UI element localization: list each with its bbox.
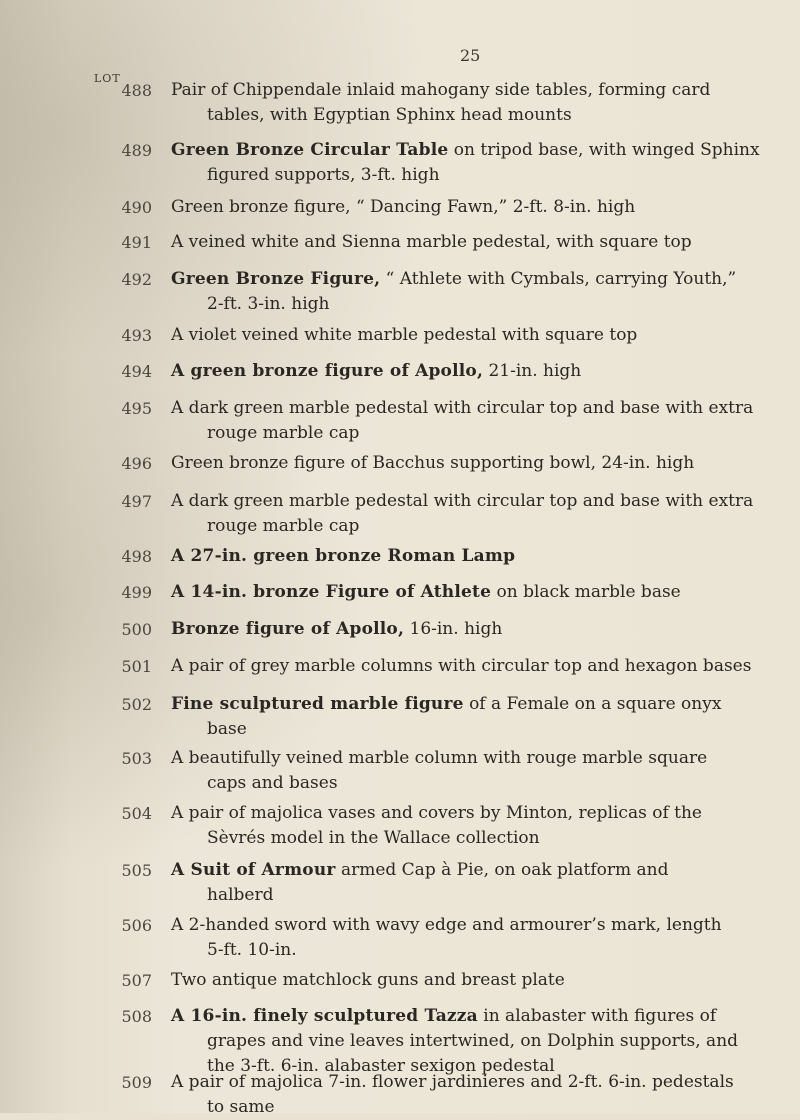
lot-number: 508 xyxy=(121,1007,152,1026)
lot-line-1 xyxy=(171,748,707,768)
lot-line-1 xyxy=(171,582,681,602)
lot-line-1 xyxy=(171,860,668,880)
lot-line-1 xyxy=(171,1006,716,1026)
lot-text-body: A pair of grey marble columns with circular top and hexagon bases xyxy=(171,656,752,676)
lot-line-1 xyxy=(171,269,736,289)
lot-highlight: Green Bronze Figure, xyxy=(171,269,381,289)
lot-text-body: A veined white and Sienna marble pedestal, with square top xyxy=(171,232,692,252)
lot-continuation-line: to same xyxy=(207,1097,275,1117)
lot-number: 501 xyxy=(121,657,152,676)
lot-column-label: LOT xyxy=(94,72,121,85)
lot-number: 489 xyxy=(121,141,152,160)
lot-description xyxy=(171,489,761,539)
lot-text-body: A dark green marble pedestal with circular top and base with extra xyxy=(171,491,754,511)
lot-highlight: A 27-in. green bronze Roman Lamp xyxy=(171,546,516,566)
lot-continuation-line: rouge marble cap xyxy=(207,516,360,536)
lot-number: 505 xyxy=(121,861,152,880)
lot-text-body: on black marble base xyxy=(491,582,681,602)
lot-description xyxy=(171,78,761,128)
lot-description xyxy=(171,138,761,188)
lot-line-1 xyxy=(171,197,635,217)
lot-description xyxy=(171,858,761,908)
lot-text-body: Green bronze figure, “ Dancing Fawn,” 2-ft. 8-in. high xyxy=(171,197,636,217)
lot-description xyxy=(171,323,761,348)
lot-line-1 xyxy=(171,80,710,100)
lot-highlight: Green Bronze Circular Table xyxy=(171,140,449,160)
lot-continuation-line: rouge marble cap xyxy=(207,423,360,443)
lot-line-1 xyxy=(171,140,760,160)
lot-highlight: A Suit of Armour xyxy=(171,860,336,880)
lot-number: 490 xyxy=(121,198,152,217)
lot-description xyxy=(171,617,761,642)
lot-description xyxy=(171,654,761,679)
lot-number: 499 xyxy=(121,583,152,602)
lot-highlight: A 14-in. bronze Figure of Athlete xyxy=(171,582,492,602)
lot-line-1 xyxy=(171,619,502,639)
lot-text-body: A beautifully veined marble column with rouge marble square xyxy=(171,748,708,768)
lot-number: 493 xyxy=(121,326,152,345)
lot-description xyxy=(171,801,761,851)
lot-text-body: A violet veined white marble pedestal with square top xyxy=(171,325,638,345)
lot-line-1 xyxy=(171,694,721,714)
lot-description xyxy=(171,1004,761,1079)
lot-text-body: 21-in. high xyxy=(483,361,582,381)
lot-text-body: in alabaster with figures of xyxy=(477,1006,717,1026)
lot-number: 507 xyxy=(121,971,152,990)
lot-description xyxy=(171,544,761,569)
lot-number: 494 xyxy=(121,362,152,381)
lot-text-body: A dark green marble pedestal with circular top and base with extra xyxy=(171,398,754,418)
lot-number: 495 xyxy=(121,399,152,418)
lot-text-body: Two antique matchlock guns and breast plate xyxy=(171,970,565,990)
lot-line-1 xyxy=(171,803,702,823)
lot-continuation-line: tables, with Egyptian Sphinx head mounts xyxy=(207,105,572,125)
lot-description xyxy=(171,451,761,476)
lot-description xyxy=(171,692,761,742)
lot-description xyxy=(171,746,761,796)
lot-text-body: Green bronze figure of Bacchus supporting bowl, 24-in. high xyxy=(171,453,695,473)
lot-line-1 xyxy=(171,453,694,473)
lot-number: 504 xyxy=(121,804,152,823)
lot-text-body: 16-in. high xyxy=(404,619,503,639)
lot-description xyxy=(171,396,761,446)
lot-number: 496 xyxy=(121,454,152,473)
lot-number: 502 xyxy=(121,695,152,714)
lot-highlight: A green bronze figure of Apollo, xyxy=(171,361,484,381)
lot-line-1 xyxy=(171,546,515,566)
lot-line-1 xyxy=(171,970,565,990)
lot-line-1 xyxy=(171,398,753,418)
lot-description xyxy=(171,230,761,255)
lot-text-body: of a Female on a square onyx xyxy=(463,694,722,714)
lot-line-1 xyxy=(171,325,637,345)
lot-continuation-line: the 3-ft. 6-in. alabaster sexigon pedestal xyxy=(207,1056,555,1076)
lot-description xyxy=(171,359,761,384)
lot-continuation-line: grapes and vine leaves intertwined, on Dolphin supports, and xyxy=(207,1031,739,1051)
lot-description xyxy=(171,968,761,993)
lot-continuation-line: halberd xyxy=(207,885,274,905)
lot-number: 488 xyxy=(121,81,152,100)
lot-number: 491 xyxy=(121,233,152,252)
lot-line-1 xyxy=(171,232,692,252)
lot-highlight: A 16-in. finely sculptured Tazza xyxy=(171,1006,478,1026)
lot-number: 509 xyxy=(121,1073,152,1092)
lot-text-body: armed Cap à Pie, on oak platform and xyxy=(335,860,669,880)
lot-number: 503 xyxy=(121,749,152,768)
lot-number: 498 xyxy=(121,547,152,566)
lot-text-body: “ Athlete with Cymbals, carrying Youth,” xyxy=(380,269,737,289)
lot-line-1 xyxy=(171,491,753,511)
lot-line-1 xyxy=(171,361,581,381)
lot-continuation-line: 2-ft. 3-in. high xyxy=(207,294,330,314)
lot-line-1 xyxy=(171,1072,734,1092)
lot-description xyxy=(171,267,761,317)
lot-line-1 xyxy=(171,656,751,676)
lot-continuation-line: Sèvrés model in the Wallace collection xyxy=(207,828,540,848)
lot-text-body: A pair of majolica 7-in. flower jardinieres and 2-ft. 6-in. pedestals xyxy=(171,1072,734,1092)
lot-text-body: A pair of majolica vases and covers by Minton, replicas of the xyxy=(171,803,702,823)
lot-number: 506 xyxy=(121,916,152,935)
lot-description xyxy=(171,580,761,605)
lot-number: 500 xyxy=(121,620,152,639)
lot-highlight: Fine sculptured marble figure xyxy=(171,694,464,714)
lot-text-body: on tripod base, with winged Sphinx xyxy=(448,140,760,160)
lot-continuation-line: 5-ft. 10-in. xyxy=(207,940,297,960)
lot-continuation-line: base xyxy=(207,719,247,739)
lot-text-body: A 2-handed sword with wavy edge and armourer’s mark, length xyxy=(171,915,722,935)
lot-number: 497 xyxy=(121,492,152,511)
lot-continuation-line: figured supports, 3-ft. high xyxy=(207,165,440,185)
lot-text-body: Pair of Chippendale inlaid mahogany side tables, forming card xyxy=(171,80,711,100)
page-number: 25 xyxy=(460,46,481,65)
lot-continuation-line: caps and bases xyxy=(207,773,338,793)
lot-highlight: Bronze figure of Apollo, xyxy=(171,619,405,639)
lot-description xyxy=(171,913,761,963)
lot-number: 492 xyxy=(121,270,152,289)
lot-line-1 xyxy=(171,915,722,935)
lot-description xyxy=(171,195,761,220)
